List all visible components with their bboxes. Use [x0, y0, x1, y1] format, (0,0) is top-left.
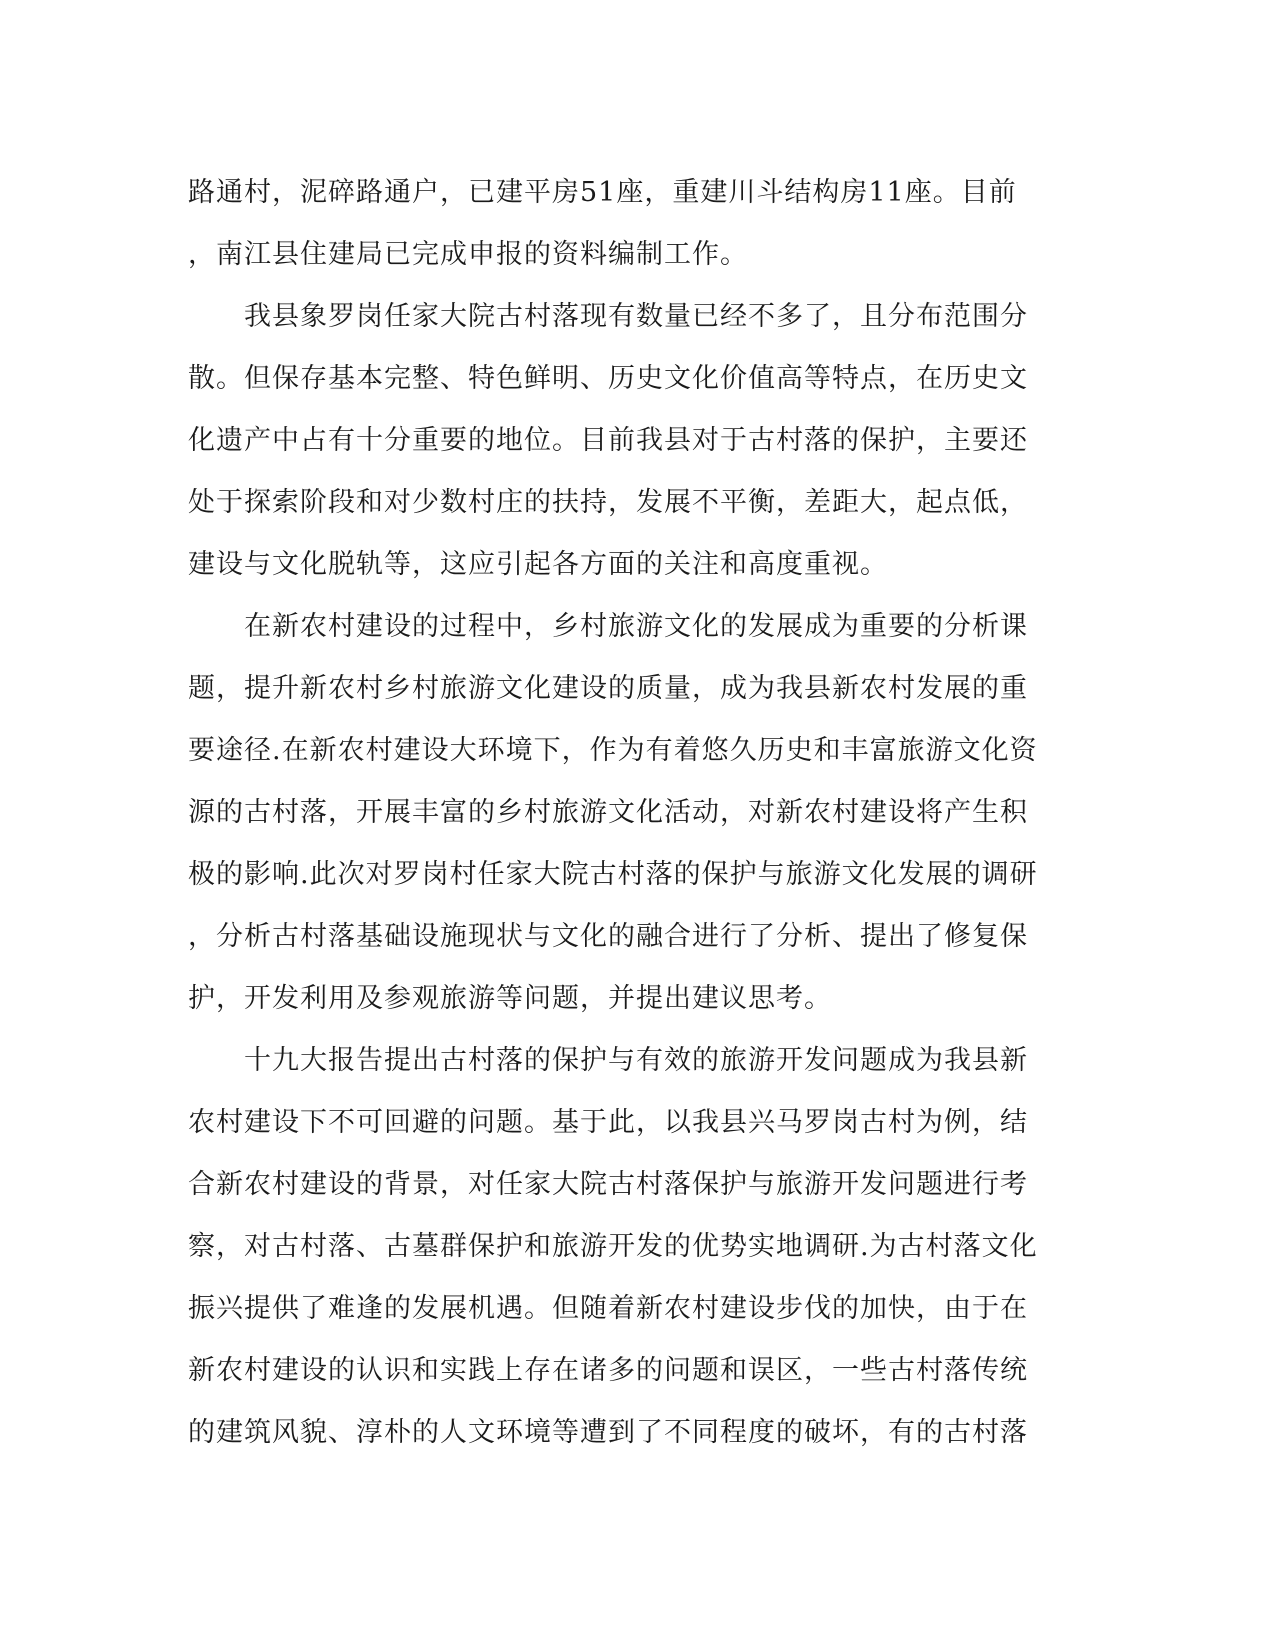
text-line: 振兴提供了难逢的发展机遇。但随着新农村建设步伐的加快，由于在 [188, 1293, 1028, 1324]
text-line: 散。但保存基本完整、特色鲜明、历史文化价值高等特点，在历史文 [188, 363, 1028, 394]
body-text [188, 162, 1068, 1464]
text-line: 源的古村落，开展丰富的乡村旅游文化活动，对新农村建设将产生积 [188, 797, 1028, 828]
text-line: 十九大报告提出古村落的保护与有效的旅游开发问题成为我县新 [188, 1045, 1028, 1076]
text-line: 察，对古村落、古墓群保护和旅游开发的优势实地调研.为古村落文化 [188, 1231, 1038, 1262]
text-line: 题，提升新农村乡村旅游文化建设的质量，成为我县新农村发展的重 [188, 673, 1028, 704]
text-line: 建设与文化脱轨等，这应引起各方面的关注和高度重视。 [188, 549, 888, 580]
text-line: 极的影响.此次对罗岗村任家大院古村落的保护与旅游文化发展的调研 [188, 859, 1038, 890]
text-line: 在新农村建设的过程中，乡村旅游文化的发展成为重要的分析课 [188, 611, 1028, 642]
text-line: 要途径.在新农村建设大环境下，作为有着悠久历史和丰富旅游文化资 [188, 735, 1038, 766]
text-line: 农村建设下不可回避的问题。基于此，以我县兴马罗岗古村为例，结 [188, 1107, 1028, 1138]
text-line: 处于探索阶段和对少数村庄的扶持，发展不平衡，差距大，起点低， [188, 487, 1028, 518]
text-line: 护，开发利用及参观旅游等问题，并提出建议思考。 [188, 983, 832, 1014]
text-line: ，分析古村落基础设施现状与文化的融合进行了分析、提出了修复保 [188, 921, 1028, 952]
text-line: 合新农村建设的背景，对任家大院古村落保护与旅游开发问题进行考 [188, 1169, 1028, 1200]
text-line: 化遗产中占有十分重要的地位。目前我县对于古村落的保护，主要还 [188, 425, 1028, 456]
text-line: 路通村，泥碎路通户，已建平房51座，重建川斗结构房11座。目前 [188, 177, 1017, 208]
text-line: ，南江县住建局已完成申报的资料编制工作。 [188, 239, 748, 270]
text-line: 的建筑风貌、淳朴的人文环境等遭到了不同程度的破坏，有的古村落 [188, 1417, 1028, 1448]
text-line: 我县象罗岗任家大院古村落现有数量已经不多了，且分布范围分 [188, 301, 1028, 332]
text-line: 新农村建设的认识和实践上存在诸多的问题和误区，一些古村落传统 [188, 1355, 1028, 1386]
